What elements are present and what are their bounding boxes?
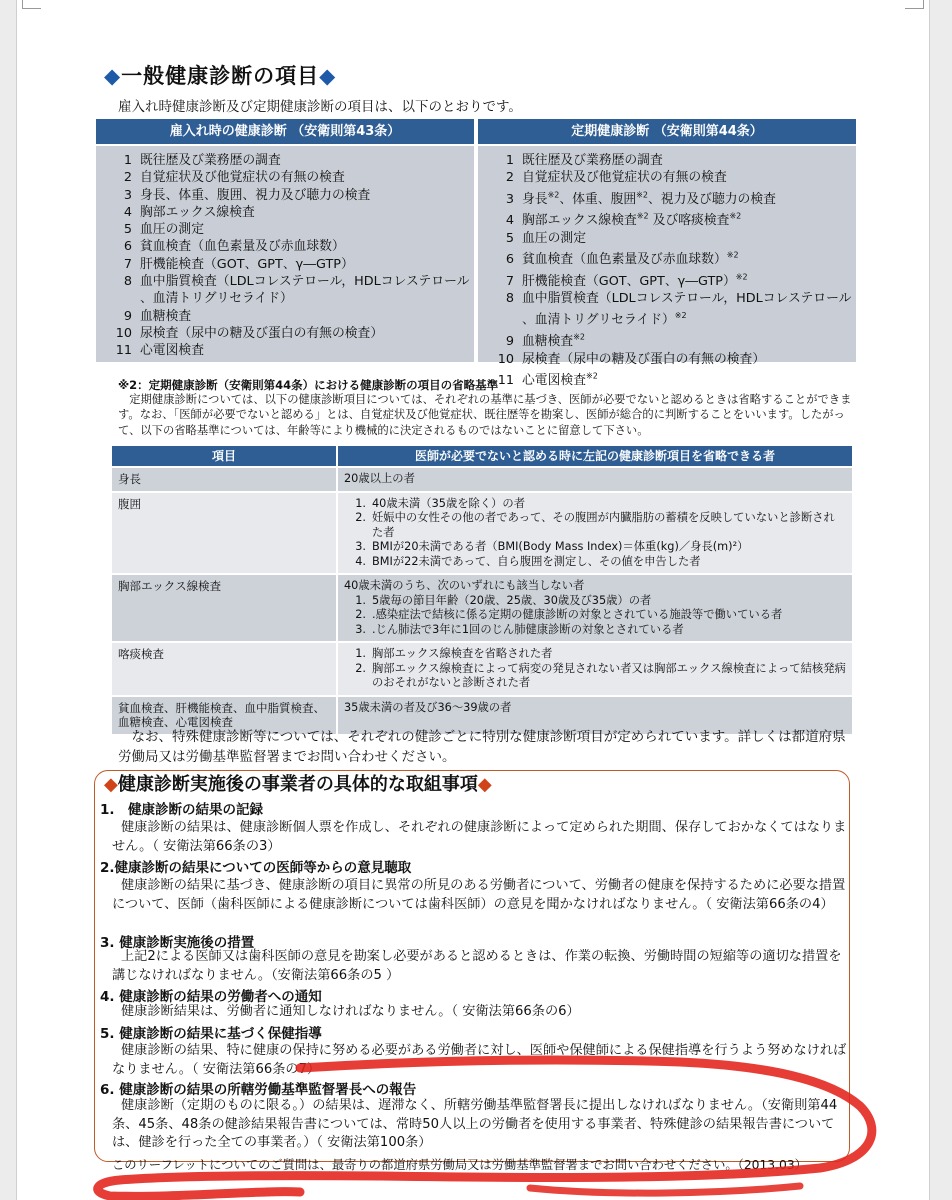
omission-criteria-cell [338, 468, 852, 491]
item-number: 10 [497, 351, 514, 367]
periodic-exam-item [492, 290, 856, 307]
hire-exam-item [110, 204, 474, 221]
periodic-exam-item [492, 368, 856, 390]
item-number: 7 [505, 273, 514, 289]
item-number: 5 [505, 230, 514, 246]
hire-exam-item [110, 169, 474, 186]
periodic-exam-item [492, 169, 856, 186]
periodic-exam-header: 定期健康診断 （安衛則第44条） [478, 119, 856, 144]
item-text: 貧血検査（血色素量及び赤血球数） [140, 239, 345, 255]
criteria-list-item [344, 555, 846, 570]
criteria-number: 1. [355, 647, 366, 660]
periodic-exam-list [478, 146, 856, 389]
criteria-text: 5歳毎の節目年齢（20歳、25歳、30歳及び35歳）の者 [372, 593, 652, 607]
exam-item-cell: 喀痰検査 [112, 643, 336, 695]
footer-contact-note: このリーフレットについてのご質問は、最寄りの都道府県労働局又は労働基準監督署までお問い合わせください。（2013.03） [112, 1158, 807, 1172]
criteria-number: 2. [355, 608, 366, 621]
exam-item-cell: 腹囲 [112, 493, 336, 574]
periodic-exam-item [492, 329, 856, 351]
hire-exam-item [110, 308, 474, 325]
criteria-list-item [344, 594, 846, 609]
item-text: 血圧の測定 [522, 230, 586, 246]
diamond-icon: ◆ [104, 774, 118, 795]
item-text: 肝機能検査（GOT、GPT、γ―GTP） [140, 256, 354, 272]
criteria-number: 2. [355, 661, 366, 675]
exam-item-cell: 胸部エックス線検査 [112, 575, 336, 641]
action-text-5: 健康診断の結果、特に健康の保持に努める必要がある労働者に対し、医師や保健師による保健指導を行うよう努めなければなりません。（ 安衛法第66条の7） [112, 1043, 847, 1077]
periodic-exam-item [492, 351, 856, 368]
criteria-text: .感染症法で結核に係る定期の健康診断の対象とされている施設等で働いている者 [372, 608, 783, 621]
crop-mark-right [905, 0, 924, 9]
action-heading-5: 5. 健康診断の結果に基づく保健指導 [100, 1026, 322, 1042]
criteria-text: 胸部エックス線検査を省略された者 [372, 647, 553, 660]
criteria-text: 妊娠中の女性その他の者であって、その腹囲が内臓脂肪の蓄積を反映していないと診断された者 [372, 511, 835, 539]
item-number: 11 [497, 373, 514, 389]
diamond-icon: ◆ [477, 774, 492, 795]
criteria-lead: 40歳未満のうち、次のいずれにも該当しない者 [344, 579, 585, 592]
item-number: 8 [123, 274, 132, 290]
hire-exam-item [110, 256, 474, 273]
criteria-list-item [344, 623, 846, 638]
action-text-4: 健康診断結果は、労働者に通知しなければなりません。（ 安衛法第66条の6） [121, 1004, 580, 1019]
omission-note-heading: ※2：定期健康診断（安衛則第44条）における健康診断の項目の省略基準 [118, 378, 499, 392]
crop-mark-left [22, 0, 41, 9]
table-row [112, 643, 852, 695]
action-heading-1: 1. 健康診断の結果の記録 [100, 802, 264, 818]
item-number: 6 [123, 239, 132, 255]
item-text: 心電図検査 [140, 343, 204, 359]
criteria-number: 2. [355, 511, 366, 524]
omission-criteria-cell [338, 575, 852, 641]
criteria-text: .じん肺法で3年に1回のじん肺健康診断の対象とされている者 [372, 622, 684, 636]
item-text: 血中脂質検査（LDLコレステロール，HDLコレステロール [522, 291, 852, 307]
periodic-exam-item [492, 152, 856, 169]
item-text-continued: 、血清トリグリセライド）$^{※2}$ [522, 311, 687, 328]
item-number: 4 [505, 213, 514, 229]
omission-table-rows [112, 468, 852, 734]
special-exam-note: なお、特殊健康診断等については、それぞれの健診ごとに特別な健康診断項目が定められています。詳しくは都道府県労働局又は労働基準監督署までお問い合わせください。 [118, 729, 846, 765]
item-column-header: 項目 [112, 446, 336, 466]
page-edge-right [929, 0, 952, 1200]
criteria-list-item [344, 608, 846, 623]
item-number: 2 [505, 170, 514, 186]
item-number: 11 [115, 343, 132, 359]
item-number: 3 [123, 187, 132, 203]
criteria-list-item [344, 511, 846, 540]
employer-actions-title: ◆健康診断実施後の事業者の具体的な取組事項◆ [104, 774, 492, 795]
item-number: 4 [123, 204, 132, 220]
criteria-number: 1. [355, 496, 366, 510]
item-text: 胸部エックス線検査 [140, 204, 255, 220]
omission-criteria-cell [338, 493, 852, 574]
criteria-number: 4. [355, 554, 366, 568]
item-number: 9 [505, 334, 514, 350]
intro-text: 雇入れ時健康診断及び定期健康診断の項目は、以下のとおりです。 [118, 99, 522, 115]
criteria-column-header: 医師が必要でないと認める時に左記の健康診断項目を省略できる者 [338, 446, 852, 466]
criteria-list-item [344, 647, 846, 662]
exam-item-cell: 貧血検査、肝機能検査、血中脂質検査、血糖検査、心電図検査 [112, 697, 336, 734]
criteria-lead: 35歳未満の者及び36～39歳の者 [344, 700, 512, 714]
periodic-exam-item [492, 269, 856, 291]
item-text: 心電図検査$^{※2}$ [522, 371, 598, 389]
exam-item-cell: 身長 [112, 468, 336, 491]
item-text: 自覚症状及び他覚症状の有無の検査 [522, 170, 727, 186]
item-text: 尿検査（尿中の糖及び蛋白の有無の検査） [522, 351, 766, 367]
periodic-exam-item [492, 247, 856, 269]
criteria-number: 1. [355, 593, 366, 607]
action-heading-4: 4. 健康診断の結果の労働者への通知 [100, 989, 322, 1005]
item-number: 1 [505, 153, 514, 168]
criteria-text: BMIが22未満であって、自ら腹囲を測定し、その値を申告した者 [372, 554, 701, 568]
action-text-3: 上記2による医師又は歯科医師の意見を勘案し必要があると認めるときは、作業の転換、労働時間の短縮等の適切な措置を講じなければなりません。（安衛法第66条の5 ） [112, 949, 842, 983]
action-heading-3: 3. 健康診断実施後の措置 [100, 935, 255, 951]
criteria-list-item [344, 497, 846, 512]
hire-exam-item [110, 187, 474, 204]
item-number: 10 [115, 325, 132, 341]
item-number: 7 [123, 256, 132, 272]
item-text-continued: 、血清トリグリセライド） [140, 291, 293, 307]
item-number: 8 [505, 291, 514, 307]
criteria-number: 3. [355, 622, 366, 636]
periodic-exam-item [492, 208, 856, 230]
item-text: 既往歴及び業務歴の調査 [522, 153, 663, 168]
hire-exam-item [110, 273, 474, 290]
item-text: 貧血検査（血色素量及び赤血球数）$^{※2}$ [522, 251, 739, 268]
hire-exam-item [110, 325, 474, 342]
diamond-icon: ◆ [319, 64, 337, 88]
action-heading-2: 2.健康診断の結果についての医師等からの意見聴取 [100, 860, 412, 876]
item-text: 尿検査（尿中の糖及び蛋白の有無の検査） [140, 325, 384, 341]
item-text: 既往歴及び業務歴の調査 [140, 153, 281, 168]
periodic-exam-column [478, 119, 856, 389]
table-row [112, 493, 852, 574]
omission-criteria-cell [338, 643, 852, 695]
criteria-number: 3. [355, 540, 366, 553]
omission-criteria-table [112, 446, 852, 734]
item-text: 胸部エックス線検査$^{※2}$ 及び喀痰検査$^{※2}$ [522, 212, 742, 229]
item-text: 自覚症状及び他覚症状の有無の検査 [140, 170, 345, 186]
item-number: 5 [123, 222, 132, 238]
action-text-1: 健康診断の結果は、健康診断個人票を作成し、それぞれの健康診断によって定められた期間、保存しておかなくてはなりません。（ 安衛法第66条の3） [112, 820, 847, 854]
item-text: 血圧の測定 [140, 222, 204, 238]
action-heading-6: 6. 健康診断の結果の所轄労働基準監督署長への報告 [100, 1082, 417, 1098]
hire-exam-column [96, 119, 474, 362]
hire-exam-item [110, 221, 474, 238]
item-text: 血中脂質検査（LDLコレステロール，HDLコレステロール [140, 274, 470, 290]
hire-exam-item [110, 342, 474, 359]
criteria-list-item [344, 540, 846, 555]
item-number: 9 [123, 308, 132, 324]
item-text: 血糖検査$^{※2}$ [522, 333, 585, 350]
hire-exam-list [96, 146, 474, 362]
item-text: 身長、体重、腹囲、視力及び聴力の検査 [140, 187, 371, 203]
periodic-exam-item [492, 230, 856, 247]
omission-table-header [112, 446, 852, 466]
criteria-text: BMIが20未満である者（BMI(Body Mass Index)＝体重(kg)／身長(m)²） [372, 540, 749, 553]
item-text: 血糖検査 [140, 308, 192, 324]
page-edge-left [0, 0, 17, 1200]
table-row [112, 468, 852, 491]
criteria-lead: 20歳以上の者 [344, 472, 415, 485]
periodic-exam-item [492, 187, 856, 209]
action-text-2: 健康診断の結果に基づき、健康診断の項目に異常の所見のある労働者について、労働者の健康を保持するために必要な措置について、医師（歯科医師による健康診断については歯科医師）の意見を聞かなければなりません。（ 安衛法第66条の4） [112, 878, 846, 912]
action-text-6: 健康診断（定期のものに限る。）の結果は、遅滞なく、所轄労働基準監督署長に提出しなければなりません。（安衛則第44条、45条、48条の健診結果報告書については、常時50人以上の労働者を使用する事業者、特殊健診の結果報告書については、健診を行った全ての事業者。）（ 安衛法第100条） [112, 1098, 838, 1150]
hire-exam-item [110, 238, 474, 255]
hire-exam-item [110, 152, 474, 169]
item-number: 1 [123, 153, 132, 168]
table-row [112, 575, 852, 641]
omission-note-body: 定期健康診断については、以下の健康診断項目については、それぞれの基準に基づき、医師が必要でないと認めるときは省略することができます。なお、「医師が必要でないと認める」とは、自覚症状及び他覚症状、既往歴等を勘案し、医師が総合的に判断することをいいます。したがって、以下の省略基準については、年齢等により機械的に決定されるものではないことに留意して下さい。 [118, 393, 852, 437]
diamond-icon: ◆ [104, 64, 122, 88]
criteria-list-item [344, 662, 846, 691]
section-title: ◆一般健康診断の項目◆ [104, 64, 337, 88]
hire-exam-header: 雇入れ時の健康診断 （安衛則第43条） [96, 119, 474, 144]
item-text: 身長$^{※2}$、体重、腹囲$^{※2}$、視力及び聴力の検査 [522, 190, 776, 207]
item-text: 肝機能検査（GOT、GPT、γ―GTP）$^{※2}$ [522, 272, 748, 289]
item-number: 6 [505, 252, 514, 268]
criteria-text: 40歳未満（35歳を除く）の者 [372, 496, 526, 510]
item-number: 3 [505, 191, 514, 207]
item-number: 2 [123, 170, 132, 186]
criteria-text: 胸部エックス線検査によって病変の発見されない者又は胸部エックス線検査によって結核発病のおそれがないと診断された者 [372, 661, 846, 689]
